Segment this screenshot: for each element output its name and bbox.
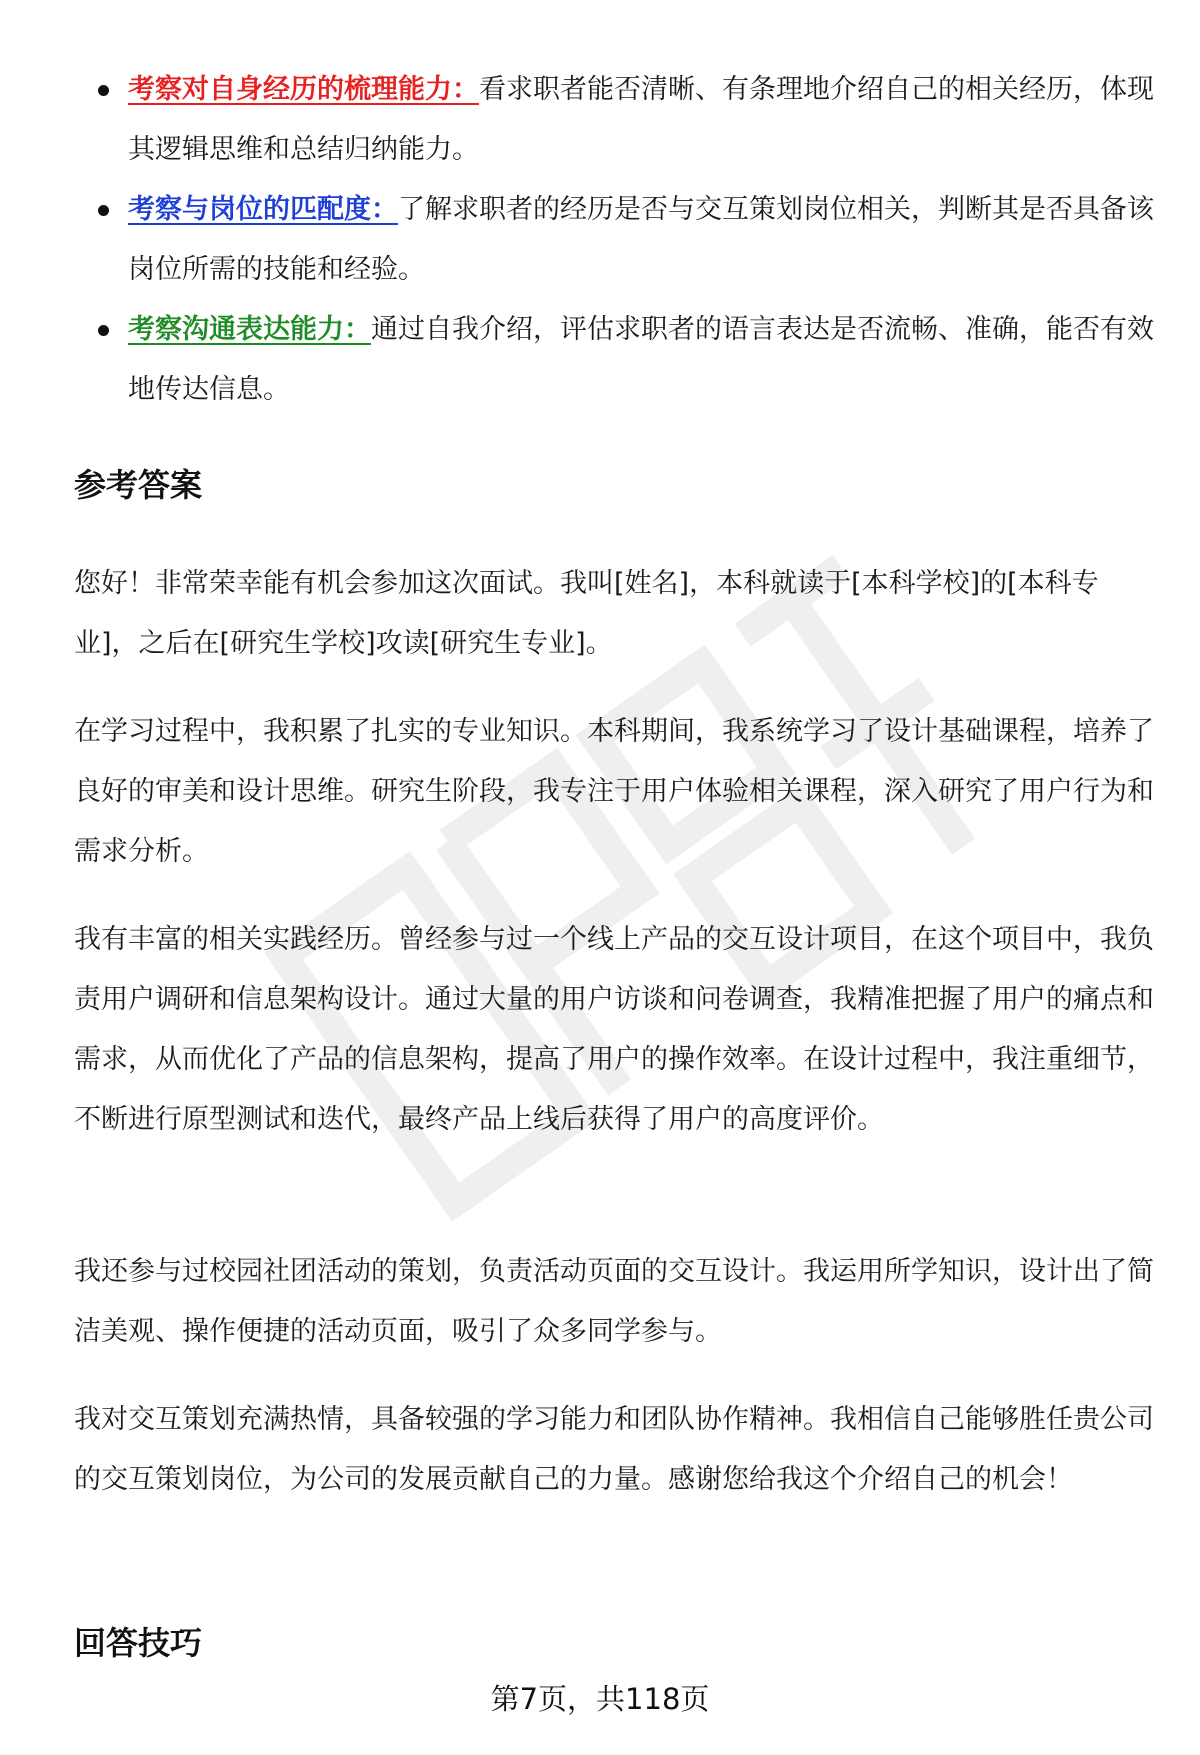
- criteria-text: 了解求职者的经历是否与交互策划岗位相关，判断其是否具备该岗位所需的技能和经验。: [128, 194, 1154, 285]
- page-number: 第7页，共118页: [490, 1682, 710, 1716]
- criteria-text: 通过自我介绍，评估求职者的语言表达是否流畅、准确，能否有效地传达信息。: [128, 314, 1154, 405]
- answer-paragraph: 我有丰富的相关实践经历。曾经参与过一个线上产品的交互设计项目，在这个项目中，我负责用户调研和信息架构设计。通过大量的用户访谈和问卷调查，我精准把握了用户的痛点和需求，从而优化了产品的信息架构，提高了用户的操作效率。在设计过程中，我注重细节，不断进行原型测试和迭代，最终产品上线后获得了用户的高度评价。: [74, 924, 1154, 1135]
- bullet-dot-icon: [98, 205, 109, 216]
- criteria-keyword: 考察对自身经历的梳理能力：: [128, 74, 479, 105]
- tips-heading: 回答技巧: [74, 1624, 203, 1662]
- criteria-item-job-match: [74, 180, 1154, 300]
- criteria-keyword: 考察沟通表达能力：: [128, 314, 371, 345]
- answer-paragraph: 我还参与过校园社团活动的策划，负责活动页面的交互设计。我运用所学知识，设计出了简洁美观、操作便捷的活动页面，吸引了众多同学参与。: [74, 1256, 1154, 1347]
- answer-paragraph: 在学习过程中，我积累了扎实的专业知识。本科期间，我系统学习了设计基础课程，培养了良好的审美和设计思维。研究生阶段，我专注于用户体验相关课程，深入研究了用户行为和需求分析。: [74, 716, 1154, 867]
- criteria-text: 看求职者能否清晰、有条理地介绍自己的相关经历，体现其逻辑思维和总结归纳能力。: [128, 74, 1154, 165]
- reference-answer-heading: 参考答案: [74, 466, 203, 504]
- bullet-dot-icon: [98, 325, 109, 336]
- criteria-item-communication: [74, 300, 1154, 420]
- answer-paragraph: 您好！非常荣幸能有机会参加这次面试。我叫[姓名]，本科就读于[本科学校]的[本科专业]，之后在[研究生学校]攻读[研究生专业]。: [74, 568, 1099, 659]
- criteria-item-review-experience: [74, 60, 1154, 180]
- bullet-dot-icon: [98, 85, 109, 96]
- criteria-keyword: 考察与岗位的匹配度：: [128, 194, 398, 225]
- criteria-list: [74, 60, 1154, 420]
- answer-paragraph: 我对交互策划充满热情，具备较强的学习能力和团队协作精神。我相信自己能够胜任贵公司的交互策划岗位，为公司的发展贡献自己的力量。感谢您给我这个介绍自己的机会！: [74, 1404, 1154, 1495]
